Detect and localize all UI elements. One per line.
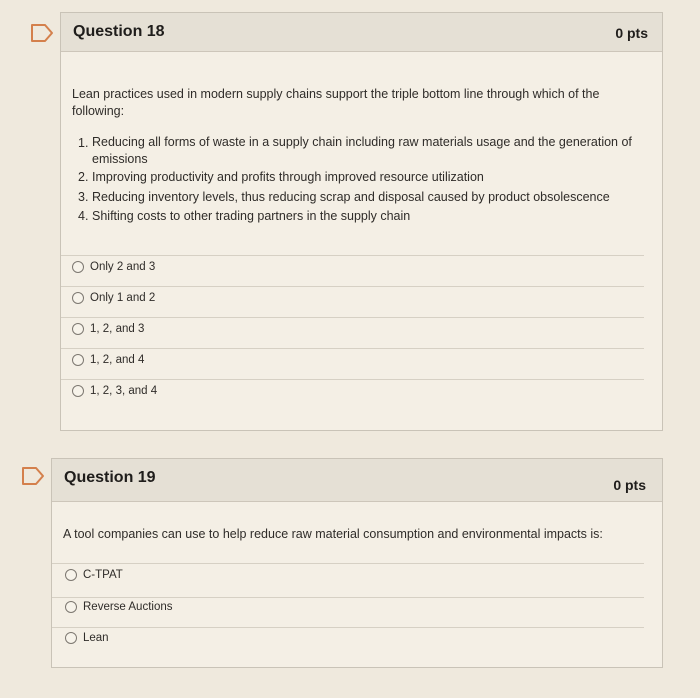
divider bbox=[61, 286, 644, 287]
option-label: C-TPAT bbox=[83, 569, 123, 581]
flag-icon[interactable] bbox=[20, 465, 46, 487]
question-18-header bbox=[61, 13, 662, 52]
divider bbox=[61, 255, 644, 256]
option-label: 1, 2, and 4 bbox=[90, 354, 145, 366]
question-title: Question 18 bbox=[73, 23, 165, 40]
option-label: Lean bbox=[83, 632, 109, 644]
divider bbox=[52, 597, 644, 598]
option-label: 1, 2, 3, and 4 bbox=[90, 385, 158, 397]
answer-option[interactable] bbox=[72, 354, 144, 366]
question-19-card bbox=[51, 458, 663, 668]
answer-option[interactable] bbox=[72, 385, 157, 397]
radio-icon[interactable] bbox=[72, 385, 84, 397]
answer-option[interactable] bbox=[72, 261, 155, 273]
divider bbox=[52, 627, 644, 628]
divider bbox=[61, 348, 644, 349]
radio-icon[interactable] bbox=[72, 292, 84, 304]
answer-option[interactable] bbox=[65, 569, 123, 581]
statement-item: 1. Reducing all forms of waste in a supply chain including raw materials usage and the generation of emissions bbox=[78, 135, 632, 166]
answer-option[interactable] bbox=[72, 323, 144, 335]
radio-icon[interactable] bbox=[72, 261, 84, 273]
statement-item: 4. Shifting costs to other trading partners in the supply chain bbox=[78, 209, 411, 223]
radio-icon[interactable] bbox=[72, 323, 84, 335]
answer-option[interactable] bbox=[72, 292, 155, 304]
question-18-card bbox=[60, 12, 663, 431]
question-points: 0 pts bbox=[615, 25, 648, 41]
option-label: 1, 2, and 3 bbox=[90, 323, 145, 335]
statement-item: 2. Improving productivity and profits through improved resource utilization bbox=[78, 170, 484, 184]
divider bbox=[61, 379, 644, 380]
radio-icon[interactable] bbox=[65, 632, 77, 644]
question-stem: Lean practices used in modern supply chains support the triple bottom line through which of the following: bbox=[72, 87, 600, 118]
question-stem: A tool companies can use to help reduce raw material consumption and environmental impacts is: bbox=[63, 527, 603, 541]
question-19-header bbox=[52, 459, 662, 502]
statement-list bbox=[78, 134, 653, 227]
radio-icon[interactable] bbox=[65, 569, 77, 581]
statement-item: 3. Reducing inventory levels, thus reducing scrap and disposal caused by product obsolescence bbox=[78, 189, 610, 204]
answer-option[interactable] bbox=[65, 632, 109, 644]
option-label: Only 2 and 3 bbox=[90, 261, 156, 273]
radio-icon[interactable] bbox=[72, 354, 84, 366]
flag-icon[interactable] bbox=[29, 22, 55, 44]
option-label: Only 1 and 2 bbox=[90, 292, 156, 304]
answer-option[interactable] bbox=[65, 601, 173, 613]
divider bbox=[52, 563, 644, 564]
option-label: Reverse Auctions bbox=[83, 601, 173, 613]
radio-icon[interactable] bbox=[65, 601, 77, 613]
question-points: 0 pts bbox=[613, 477, 646, 493]
divider bbox=[61, 317, 644, 318]
question-title: Question 19 bbox=[64, 469, 156, 486]
